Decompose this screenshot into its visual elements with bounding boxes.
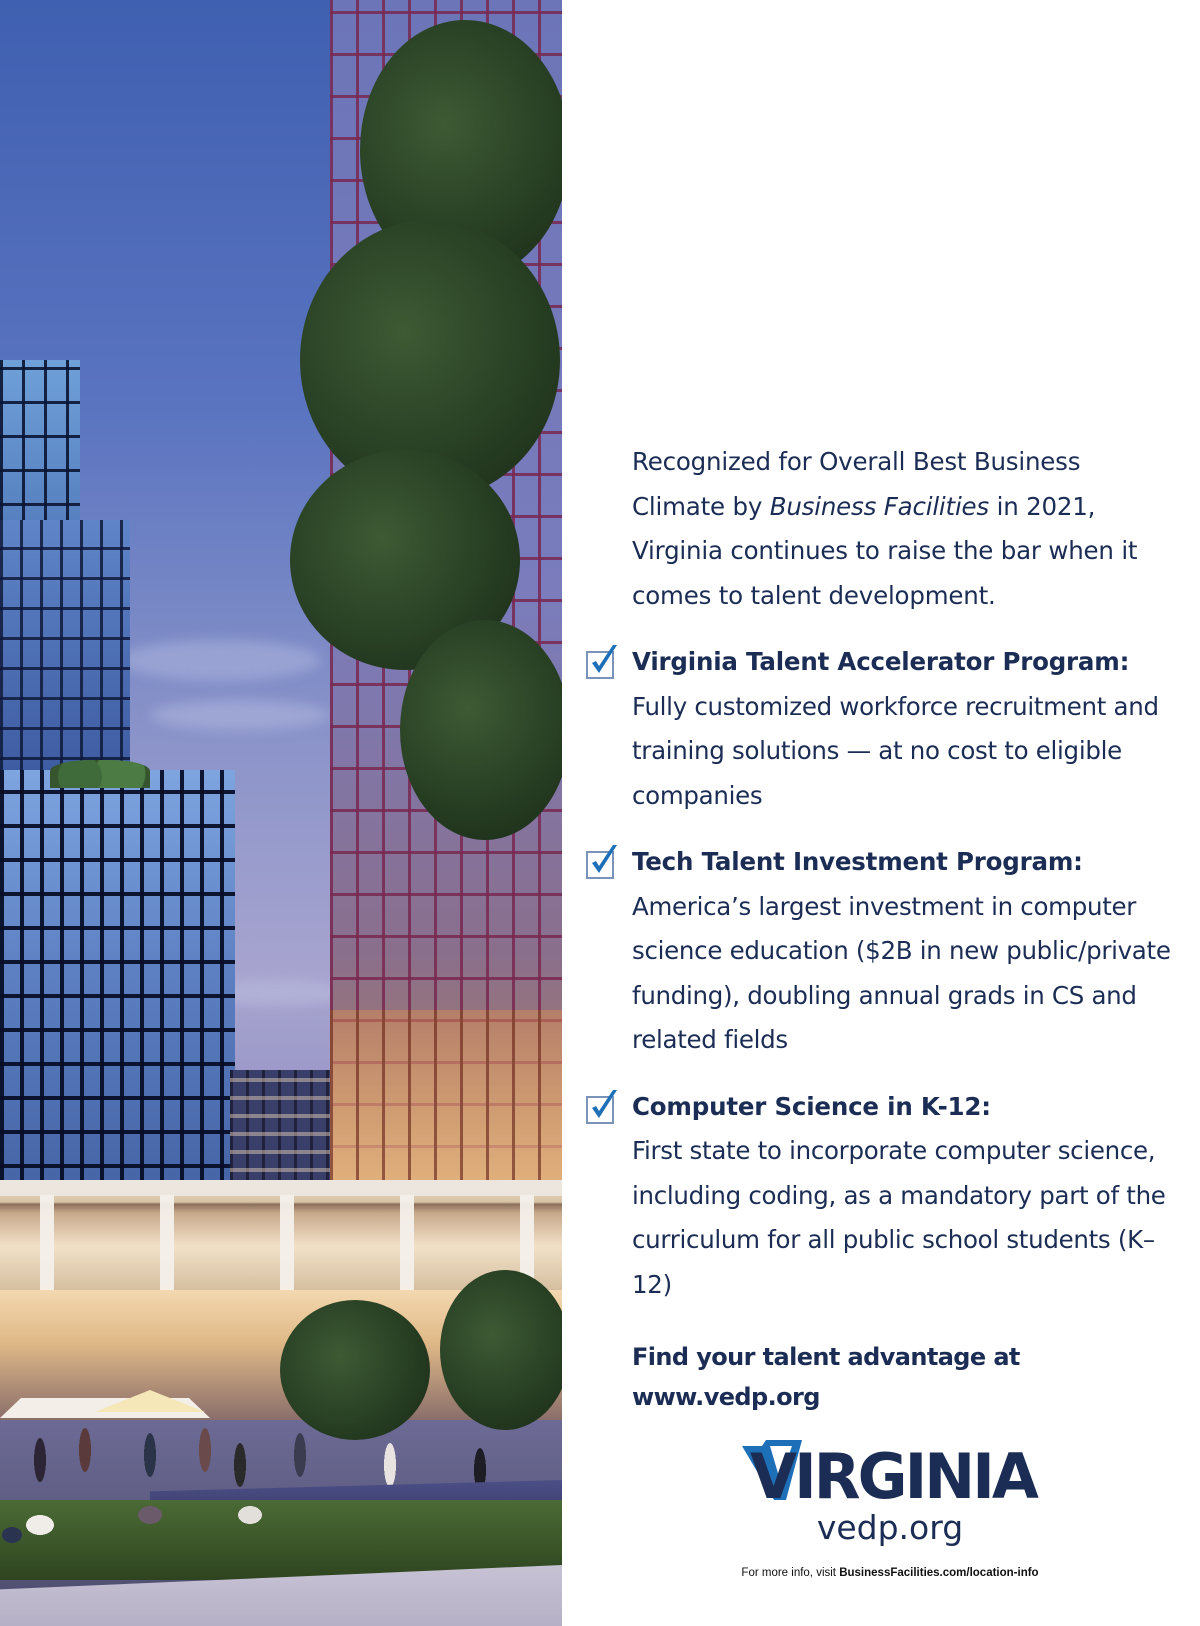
program-description: America’s largest investment in computer science education ($2B in new public/private funding), doubling annual grads in CS and related fields bbox=[632, 891, 1171, 1054]
logo-wordmark: VIRGINIA bbox=[750, 1440, 1039, 1506]
call-to-action[interactable]: Find your talent advantage at www.vedp.org bbox=[632, 1343, 1020, 1411]
checkmark-icon bbox=[585, 644, 621, 680]
intro-text-start: Recognized for Overall Best Business Climate by bbox=[632, 447, 1081, 521]
checkmark-icon bbox=[585, 1089, 621, 1125]
footnote-link[interactable]: BusinessFacilities.com/location-info bbox=[839, 1567, 1039, 1579]
building-rendering-image bbox=[0, 0, 562, 1626]
intro-publication-name: Business Facilities bbox=[769, 491, 989, 521]
checkmark-icon bbox=[585, 844, 621, 880]
program-description: First state to incorporate computer science, including coding, as a mandatory part of the curriculum for all public school students (K–12) bbox=[632, 1136, 1166, 1299]
program-title: Virginia Talent Accelerator Program: bbox=[632, 647, 1130, 676]
logo-url[interactable]: vedp.org bbox=[816, 1508, 964, 1547]
program-item bbox=[632, 840, 1172, 1063]
program-item bbox=[632, 640, 1172, 818]
footnote bbox=[700, 1567, 1080, 1579]
footnote-text: For more info, visit bbox=[741, 1567, 840, 1579]
ad-copy bbox=[632, 440, 1172, 1417]
program-title: Computer Science in K-12: bbox=[632, 1091, 991, 1121]
program-title: Tech Talent Investment Program: bbox=[632, 847, 1083, 876]
intro-paragraph bbox=[632, 440, 1172, 618]
program-item bbox=[632, 1085, 1172, 1308]
virginia-logo bbox=[740, 1440, 1040, 1506]
intro-text-end: in 2021, Virginia continues to raise the bar when it comes to talent development. bbox=[632, 491, 1138, 610]
program-description: Fully customized workforce recruitment and training solutions — at no cost to eligible companies bbox=[632, 691, 1159, 810]
